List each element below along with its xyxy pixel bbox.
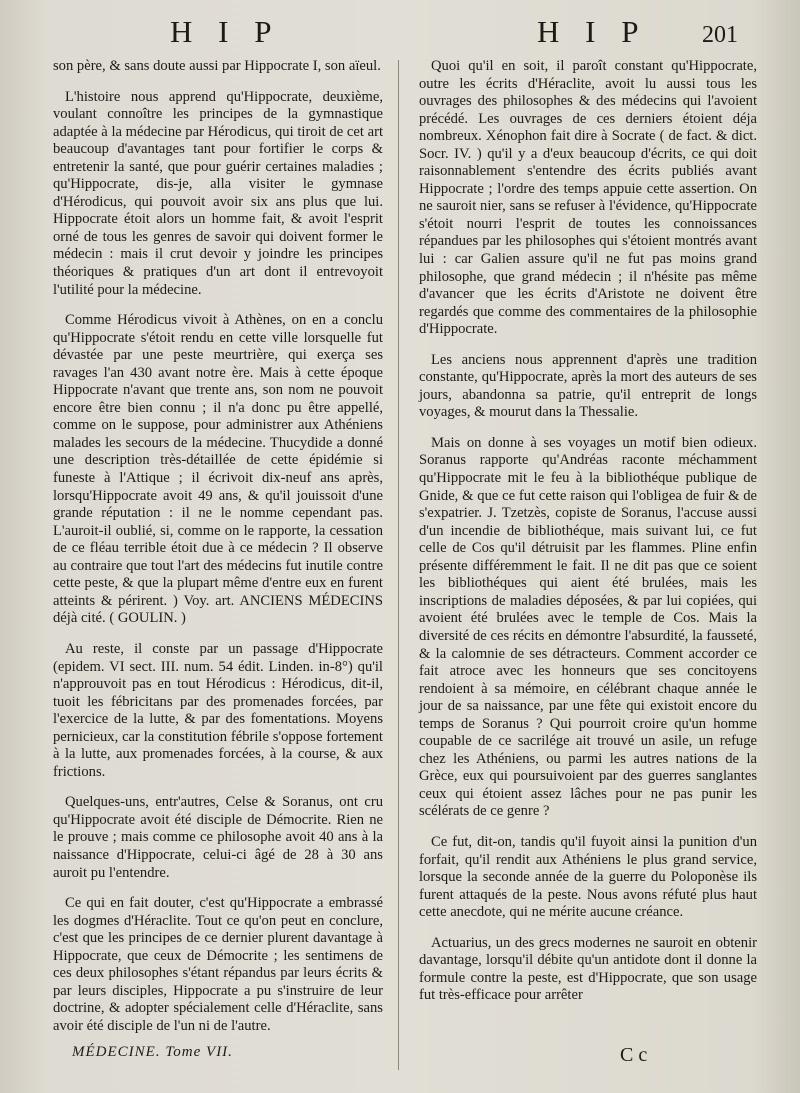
running-head [0, 14, 800, 54]
page-number: 201 [702, 22, 738, 48]
paragraph: Quelques-uns, entr'autres, Celse & Soranus, ont cru qu'Hippocrate avoit été disciple de Démocrite. Rien ne le prouve ; mais comme ce philosophe avoit 40 ans à la naissance d'Hippocrate, celui-ci âgé de 28 à 30 ans auroit pu l'entendre. [53, 794, 383, 881]
paragraph: Ce fut, dit-on, tandis qu'il fuyoit ainsi la punition d'un forfait, qu'il rendit aux Athéniens le plus grand service, lorsque la seconde année de la guerre du Poloponèse ils furent attaqués de la peste. Nous avons réfuté plus haut cette anecdote, qui ne mérite aucune créance. [419, 833, 757, 921]
paragraph: Au reste, il conste par un passage d'Hippocrate (epidem. VI sect. III. num. 54 édit. Linden. in-8°) qu'il n'approuvoit pas en tout Hérodicus : Hérodicus, dit-il, tuoit les fébricitans par des promenades forcées, par l'exercice de la lutte, & par des fomentations. Moyens pernicieux, car la constitution fébrile s'oppose fortement à la lutte, aux promenades forcées, à la course, & aux frictions. [53, 640, 383, 780]
left-column [53, 58, 383, 1048]
signature-line: MÉDECINE. Tome VII. [72, 1044, 233, 1060]
paragraph: Quoi qu'il en soit, il paroît constant qu'Hippocrate, outre les écrits d'Héraclite, avoit lu aussi tous les ouvrages des philosophes & des médecins qui l'avoient précédé. Les ouvrages de ces derniers étoient déja nombreux. Xénophon fait dire à Socrate ( de fact. & dict. Socr. IV. ) qu'il y a d'eux beaucoup d'écrits, ce qui doit raisonnablement s'entendre des écrits publiés avant Hippocrate ; l'ordre des temps appuie cette assertion. On ne sauroit nier, sans se refuser à l'évidence, qu'Hippocrate s'étoit nourri l'esprit de toutes les connoissances répandues par les philosophes qui s'étoient montrés avant lui : car Galien assure qu'il ne fut pas moins grand philosophe, que grand médecin ; il n'hésite pas même d'avancer que les écrits d'Aristote ne doivent être regardés que comme des commentaires de la philosophie d'Hippocrate. [419, 58, 757, 338]
paragraph: Actuarius, un des grecs modernes ne sauroit en obtenir davantage, lorsqu'il débite qu'un antidote dont il donne la formule contre la peste, est d'Hippocrate, que son usage fut très-efficace pour arrêter [419, 934, 757, 1004]
paragraph: L'histoire nous apprend qu'Hippocrate, deuxième, voulant connoître les principes de la gymnastique adaptée à la médecine par Hérodicus, qui tiroit de cet art beaucoup d'avantages tant pour fortifier le corps & entretenir la santé, que pour guérir certaines maladies ; qu'Hippocrate, dis-je, alla visiter le gymnase d'Hérodicus, qui pouvoit avoir six ans plus que lui. Hippocrate étoit alors un homme fait, & avoit l'esprit orné de tous les genres de savoir qui doivent former le médecin : mais il crut devoir y joindre les principes théoriques & pratiques d'un art dont il entrevoyoit l'utilité pour la médecine. [53, 88, 383, 298]
running-head-right: H I P [537, 14, 648, 49]
column-divider [398, 60, 399, 1070]
paragraph: son père, & sans doute aussi par Hippocrate I, son aïeul. [53, 58, 381, 74]
right-column [419, 58, 757, 1018]
paragraph: Ce qui en fait douter, c'est qu'Hippocrate a embrassé les dogmes d'Héraclite. Tout ce qu'on peut en conclure, c'est que les principes de ce dernier plurent davantage à Hippocrate, que ceux de Démocrite ; les sentimens de ces deux philosophes s'étant répandus par leurs écrits & par leurs disciples, Hippocrate a pu s'instruire de leur doctrine, & adopter spécialement celle d'Héraclite, sans avoir été disciple de l'un ni de l'autre. [53, 895, 383, 1034]
paragraph: Comme Hérodicus vivoit à Athènes, on en a conclu qu'Hippocrate s'étoit rendu en cette ville lorsquelle fut dévastée par une peste meurtrière, qui exerça ses ravages l'an 430 avant notre ère. Mais à cette époque Hippocrate n'avant que trente ans, son nom ne pouvoit encore être bien connu ; il n'a donc pu être appellé, comme on le suppose, pour administrer aux Athéniens malades les secours de la médecine. Thucydide a donné une description très-détaillée de cette épidémie si funeste à l'Attique ; il écrivoit dix-neuf ans après, lorsqu'Hippocrate avoit 49 ans, & qu'il jouissoit d'une grande réputation : il ne le nomme cependant pas. L'auroit-il oublié, si, comme on le rapporte, la cessation de ce fléau terrible étoit due à ce médecin ? Il observe au contraire que tout l'art des médecins fut inutile contre cette peste, & que la plupart même d'entre eux en furent atteints & périrent. ) Voy. art. ANCIENS MÉDECINS déjà cité. ( GOULIN. ) [53, 312, 383, 627]
paragraph: Les anciens nous apprennent d'après une tradition constante, qu'Hippocrate, après la mort des auteurs de ses jours, abandonna sa patrie, qu'il entreprit de longs voyages, & mourut dans la Thessalie. [419, 351, 757, 421]
running-head-left: H I P [170, 14, 281, 49]
paragraph: Mais on donne à ses voyages un motif bien odieux. Soranus rapporte qu'Andréas raconte méchamment qu'Hippocrate mit le feu à la bibliothéque publique de Gnide, & que ce fut cette raison qui l'obligea de fuir & de s'expatrier. J. Tzetzès, copiste de Soranus, l'accuse aussi d'un incendie de bibliothéque, mais suivant lui, ce fut celle de Cos qu'il détruisit par les flammes. Pline enfin présente différemment le fait. Il ne dit pas que ce soient les bibliothéques qui aient été brulées, mais les inscriptions de maladies déposées, & par lui copiées, qui avoient été brulées avec le temple de Cos. Mais la diversité de ces récits en démontre l'absurdité, la fausseté, & la calomnie de ses détracteurs. Comment accorder ce fait atroce avec les honneurs que ses concitoyens rendoient à sa mémoire, en célébrant chaque année le jour de sa naissance, par une fête qui existoit encore du temps de Soranus ? Qui pourroit croire qu'un homme coupable de ce sacrilége ait trouvé un asile, un refuge chez les Athéniens, ou parmi les autres nations de la Grèce, eux qui poursuivoient par des guerres sanglantes ceux qui étoient assez lâches pour ne pas punir les scélérats de ce genre ? [419, 434, 757, 820]
catchword: C c [620, 1044, 648, 1066]
